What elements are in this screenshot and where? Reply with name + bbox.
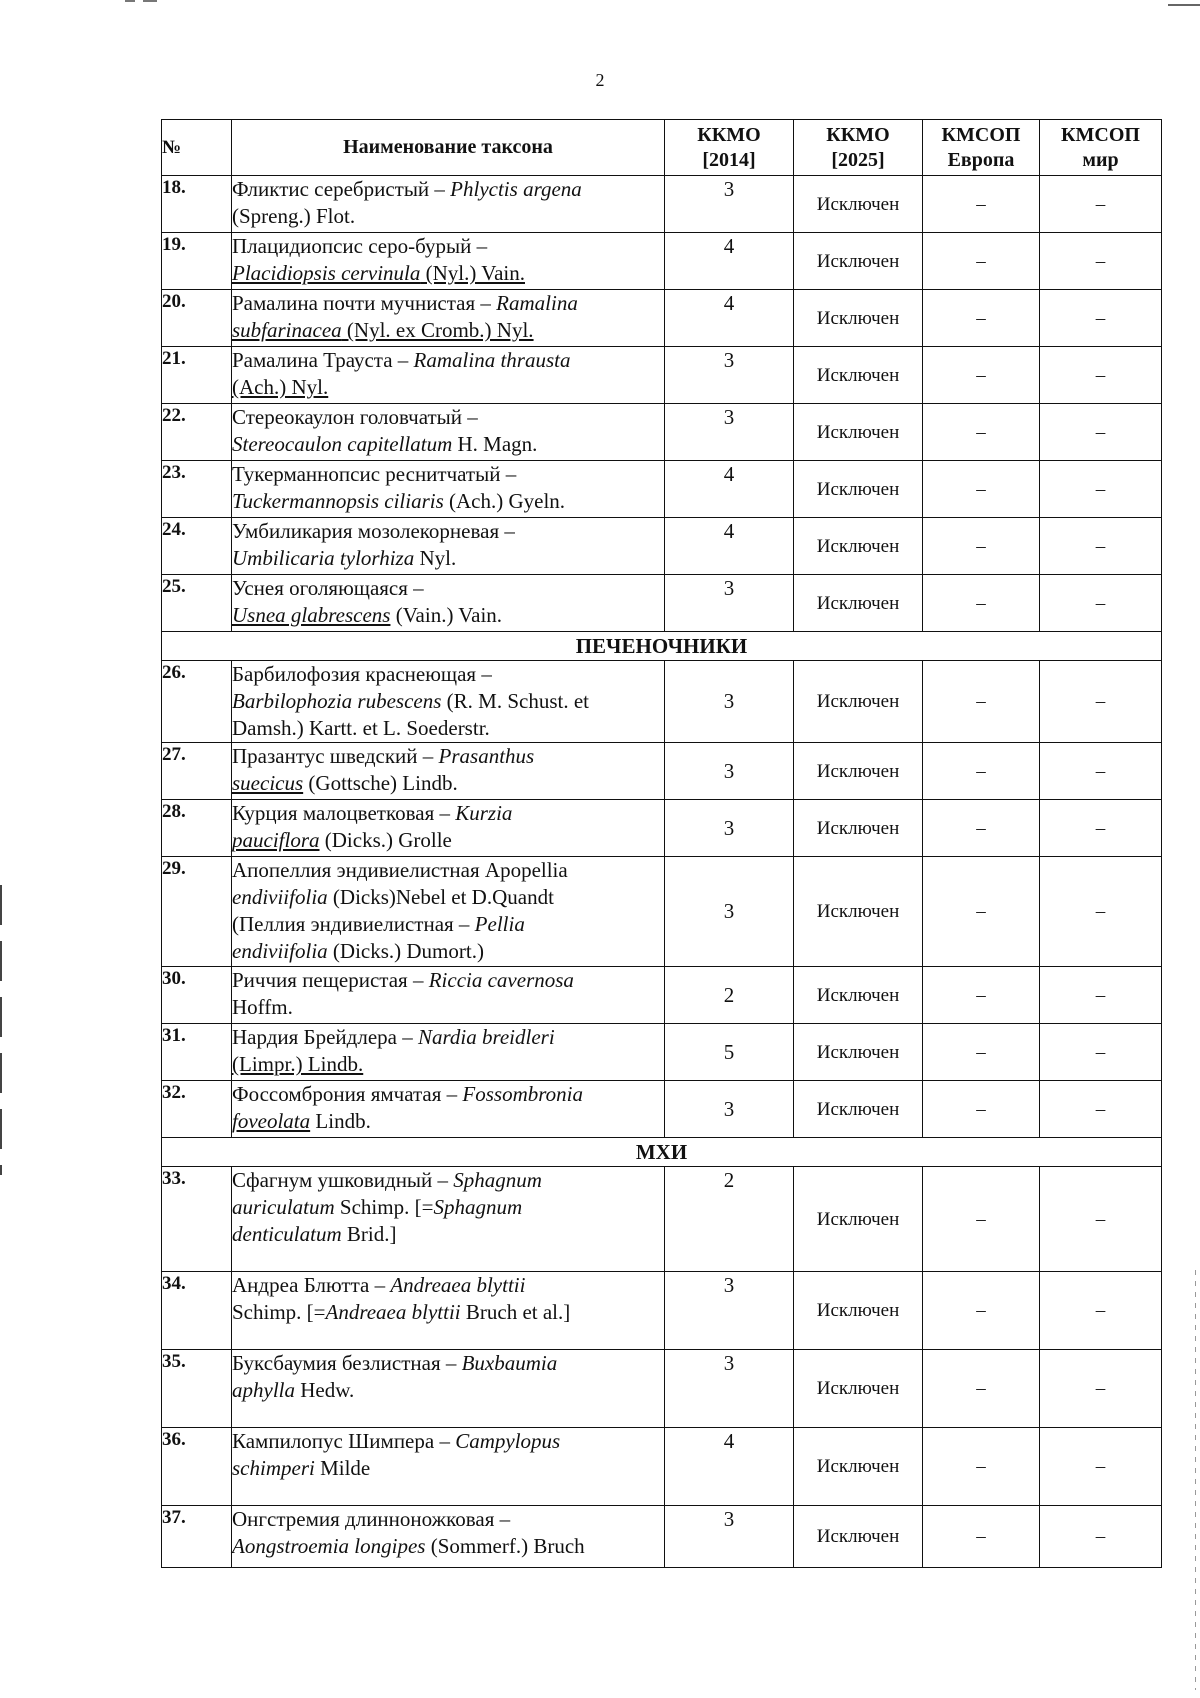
taxon-name-latin: Andreaea blyttii — [390, 1273, 526, 1297]
row-number: 28. — [162, 800, 232, 857]
kmsop-world-value: – — [1040, 1167, 1162, 1272]
taxon-name — [232, 347, 665, 404]
taxon-synonym-ru: (Пеллия эндивиелистная – — [232, 912, 475, 936]
taxon-author: (Limpr.) Lindb. — [232, 1052, 364, 1076]
kmsop-europe-value: – — [923, 461, 1040, 518]
taxon-synonym-latin: Andreaea blyttii — [325, 1300, 461, 1324]
header-kkmo-2014-title: ККМО — [697, 123, 761, 146]
taxon-author: (R. M. Schust. et — [441, 689, 589, 713]
taxon-name-latin: Umbilicaria tylorhiza — [232, 546, 415, 570]
taxon-name-latin-cont: aphylla — [232, 1378, 295, 1402]
kkmo-2025-status: Исключен — [794, 1024, 923, 1081]
kkmo-2014-category: 4 — [665, 233, 794, 290]
taxon-author: Nyl. — [414, 546, 457, 570]
kkmo-2014-category: 3 — [665, 800, 794, 857]
taxon-name — [232, 1350, 665, 1428]
taxon-name — [232, 404, 665, 461]
taxon-name — [232, 290, 665, 347]
taxon-author: Lindb. — [310, 1109, 371, 1133]
header-kmsop-world — [1040, 120, 1162, 176]
row-number: 19. — [162, 233, 232, 290]
taxon-author: (Vain.) Vain. — [390, 603, 503, 627]
row-number: 35. — [162, 1350, 232, 1428]
kkmo-2025-status: Исключен — [794, 743, 923, 800]
header-number: № — [162, 120, 232, 176]
table-header-row — [162, 120, 1162, 176]
taxon-name-ru: Фоссомброния ямчатая – — [232, 1082, 463, 1106]
taxon-name-ru: Онгстремия длинноножковая – — [232, 1507, 511, 1531]
taxon-name — [232, 1428, 665, 1506]
taxon-name-latin: Kurzia — [455, 801, 513, 825]
taxon-author: (Ach.) Gyeln. — [443, 489, 566, 513]
taxon-name-latin-cont: foveolata — [232, 1109, 311, 1133]
kmsop-world-value: – — [1040, 1272, 1162, 1350]
taxa-table — [161, 119, 1162, 1568]
table-row — [162, 575, 1162, 632]
kkmo-2014-category: 2 — [665, 1167, 794, 1272]
section-title-liverworts: ПЕЧЕНОЧНИКИ — [162, 632, 1162, 661]
kmsop-world-value: – — [1040, 1428, 1162, 1506]
kkmo-2025-status: Исключен — [794, 857, 923, 967]
header-kmsop-europe — [923, 120, 1040, 176]
row-number: 36. — [162, 1428, 232, 1506]
taxon-name-ru: Фликтис серебристый – — [232, 177, 451, 201]
kkmo-2025-status: Исключен — [794, 1081, 923, 1138]
scan-artifact-right-edge — [1195, 1270, 1196, 1690]
taxon-name — [232, 967, 665, 1024]
taxon-author: Schimp. [= — [232, 1300, 326, 1324]
taxon-name — [232, 800, 665, 857]
taxon-name-ru: Рамалина почти мучнистая – — [232, 291, 497, 315]
taxon-name-ru: Рамалина Трауста – — [232, 348, 414, 372]
kmsop-europe-value: – — [923, 1428, 1040, 1506]
taxon-synonym-latin: Sphagnum — [433, 1195, 523, 1219]
table-row — [162, 857, 1162, 967]
taxon-name-latin: Sphagnum — [453, 1168, 542, 1192]
kmsop-world-value: – — [1040, 1024, 1162, 1081]
row-number: 25. — [162, 575, 232, 632]
header-kmsop-europe-title: КМСОП — [941, 123, 1021, 146]
kmsop-world-value: – — [1040, 461, 1162, 518]
kkmo-2014-category: 3 — [665, 661, 794, 743]
kkmo-2014-category: 5 — [665, 1024, 794, 1081]
header-kkmo-2025-year: [2025] — [831, 148, 885, 171]
kkmo-2014-category: 3 — [665, 857, 794, 967]
kmsop-world-value: – — [1040, 661, 1162, 743]
taxon-name — [232, 575, 665, 632]
kkmo-2014-category: 3 — [665, 743, 794, 800]
row-number: 21. — [162, 347, 232, 404]
row-number: 29. — [162, 857, 232, 967]
taxon-name-ru: Апопеллия эндивиелистная Apopellia — [232, 858, 568, 882]
kmsop-world-value: – — [1040, 967, 1162, 1024]
taxon-name — [232, 461, 665, 518]
taxon-name-latin: Aongstroemia longipes — [232, 1534, 426, 1558]
kmsop-europe-value: – — [923, 661, 1040, 743]
taxon-name-ru: Нардия Брейдлера – — [232, 1025, 418, 1049]
kkmo-2025-status: Исключен — [794, 233, 923, 290]
kmsop-world-value: – — [1040, 233, 1162, 290]
kkmo-2014-category: 3 — [665, 575, 794, 632]
kkmo-2014-category: 3 — [665, 1506, 794, 1568]
taxon-name-latin: Barbilophozia rubescens — [232, 689, 442, 713]
kkmo-2014-category: 3 — [665, 347, 794, 404]
kkmo-2014-category: 4 — [665, 1428, 794, 1506]
kmsop-europe-value: – — [923, 404, 1040, 461]
kkmo-2014-category: 2 — [665, 967, 794, 1024]
taxon-author: (Nyl. ex Cromb.) Nyl. — [341, 318, 534, 342]
taxon-name-ru: Умбиликария мозолекорневая – — [232, 519, 515, 543]
table-row — [162, 233, 1162, 290]
kkmo-2014-category: 3 — [665, 1081, 794, 1138]
taxon-name-ru: Кампилопус Шимпера – — [232, 1429, 456, 1453]
taxon-author: (Dicks)Nebel et D.Quandt — [327, 885, 554, 909]
taxon-name-ru: Стереокаулон головчатый – — [232, 405, 478, 429]
kmsop-world-value: – — [1040, 1081, 1162, 1138]
taxon-name — [232, 743, 665, 800]
taxon-name-latin: Placidiopsis cervinula — [232, 261, 421, 285]
taxon-name-ru: Андреа Блютта – — [232, 1273, 391, 1297]
kmsop-europe-value: – — [923, 967, 1040, 1024]
header-kkmo-2025-title: ККМО — [826, 123, 890, 146]
taxon-name-latin: endiviifolia — [232, 885, 328, 909]
kkmo-2025-status: Исключен — [794, 347, 923, 404]
row-number: 33. — [162, 1167, 232, 1272]
kkmo-2025-status: Исключен — [794, 1167, 923, 1272]
table-row — [162, 1350, 1162, 1428]
kkmo-2025-status: Исключен — [794, 1506, 923, 1568]
taxon-name — [232, 176, 665, 233]
table-row — [162, 1428, 1162, 1506]
kkmo-2025-status: Исключен — [794, 1272, 923, 1350]
row-number: 32. — [162, 1081, 232, 1138]
table-row — [162, 967, 1162, 1024]
taxon-name-latin: Tuckermannopsis ciliaris — [232, 489, 444, 513]
taxon-name-latin: Campylopus — [455, 1429, 561, 1453]
taxon-name — [232, 1272, 665, 1350]
taxon-name — [232, 1167, 665, 1272]
taxon-author: Hoffm. — [232, 995, 293, 1019]
taxon-name-ru: Уснея оголяющаяся – — [232, 576, 424, 600]
taxon-name-ru: Риччия пещеристая – — [232, 968, 429, 992]
kkmo-2014-category: 4 — [665, 461, 794, 518]
taxon-author: (Gottsche) Lindb. — [303, 771, 458, 795]
row-number: 37. — [162, 1506, 232, 1568]
table-row — [162, 1167, 1162, 1272]
taxon-synonym-latin-cont: denticulatum — [232, 1222, 342, 1246]
taxon-synonym-latin: Pellia — [474, 912, 525, 936]
taxon-name-latin-cont: pauciflora — [232, 828, 320, 852]
kmsop-europe-value: – — [923, 1167, 1040, 1272]
taxon-name-latin: Usnea glabrescens — [232, 603, 391, 627]
kmsop-europe-value: – — [923, 1081, 1040, 1138]
taxon-author: (Spreng.) Flot. — [232, 204, 356, 228]
kmsop-world-value: – — [1040, 1506, 1162, 1568]
kkmo-2025-status: Исключен — [794, 1428, 923, 1506]
taxon-name-ru: Празантус шведский – — [232, 744, 439, 768]
row-number: 27. — [162, 743, 232, 800]
header-kmsop-europe-scope: Европа — [947, 148, 1015, 171]
taxon-name-ru: Сфагнум ушковидный – — [232, 1168, 454, 1192]
taxon-name-ru: Плацидиопсис серо-бурый – — [232, 234, 488, 258]
taxon-name — [232, 857, 665, 967]
scan-artifact-left-edge — [0, 885, 2, 1175]
taxon-author: (Dicks.) Grolle — [319, 828, 452, 852]
table-row — [162, 404, 1162, 461]
kmsop-europe-value: – — [923, 1350, 1040, 1428]
page-number: 2 — [595, 70, 605, 90]
taxon-name — [232, 233, 665, 290]
table-row — [162, 1081, 1162, 1138]
header-taxon-name: Наименование таксона — [232, 120, 665, 176]
taxon-name-ru: Буксбаумия безлистная – — [232, 1351, 462, 1375]
taxon-name-latin: Prasanthus — [438, 744, 535, 768]
scan-artifact-top-left — [125, 0, 175, 3]
taxon-name-latin-cont: auriculatum — [232, 1195, 335, 1219]
table-row — [162, 1272, 1162, 1350]
taxon-name-latin: Phlyctis argena — [450, 177, 582, 201]
kmsop-world-value: – — [1040, 1350, 1162, 1428]
kmsop-europe-value: – — [923, 575, 1040, 632]
taxon-name — [232, 661, 665, 743]
kmsop-europe-value: – — [923, 1272, 1040, 1350]
taxon-synonym-author: Brid.] — [341, 1222, 397, 1246]
taxon-name-ru: Тукерманнопсис реснитчатый – — [232, 462, 517, 486]
kkmo-2025-status: Исключен — [794, 461, 923, 518]
taxon-name-latin: Buxbaumia — [461, 1351, 558, 1375]
section-title-mosses: МХИ — [162, 1138, 1162, 1167]
table-row — [162, 518, 1162, 575]
row-number: 24. — [162, 518, 232, 575]
kmsop-europe-value: – — [923, 857, 1040, 967]
header-kmsop-world-scope: мир — [1082, 148, 1119, 171]
kmsop-europe-value: – — [923, 1506, 1040, 1568]
taxon-synonym-author: (Dicks.) Dumort.) — [327, 939, 484, 963]
table-row — [162, 1506, 1162, 1568]
kmsop-europe-value: – — [923, 176, 1040, 233]
section-row-liverworts — [162, 632, 1162, 661]
kkmo-2025-status: Исключен — [794, 967, 923, 1024]
kkmo-2014-category: 3 — [665, 1350, 794, 1428]
kkmo-2025-status: Исключен — [794, 661, 923, 743]
row-number: 26. — [162, 661, 232, 743]
kkmo-2025-status: Исключен — [794, 404, 923, 461]
kmsop-world-value: – — [1040, 743, 1162, 800]
kmsop-world-value: – — [1040, 575, 1162, 632]
kkmo-2025-status: Исключен — [794, 800, 923, 857]
kkmo-2025-status: Исключен — [794, 518, 923, 575]
kkmo-2014-category: 3 — [665, 1272, 794, 1350]
kmsop-world-value: – — [1040, 404, 1162, 461]
kmsop-europe-value: – — [923, 233, 1040, 290]
table-row — [162, 661, 1162, 743]
kmsop-europe-value: – — [923, 800, 1040, 857]
taxon-name-latin: Ramalina thrausta — [413, 348, 571, 372]
taxon-name — [232, 1024, 665, 1081]
kmsop-europe-value: – — [923, 743, 1040, 800]
table-row — [162, 461, 1162, 518]
taxon-name-latin-cont: suecicus — [232, 771, 304, 795]
kkmo-2014-category: 4 — [665, 290, 794, 347]
kmsop-world-value: – — [1040, 518, 1162, 575]
taxon-name-latin: Ramalina — [496, 291, 578, 315]
kkmo-2014-category: 4 — [665, 518, 794, 575]
taxon-name-ru: Барбилофозия краснеющая – — [232, 662, 492, 686]
taxon-name-latin-cont: schimperi — [232, 1456, 315, 1480]
taxon-author: H. Magn. — [452, 432, 538, 456]
kkmo-2025-status: Исключен — [794, 575, 923, 632]
taxon-name-latin: Fossombronia — [462, 1082, 583, 1106]
taxon-name — [232, 1081, 665, 1138]
taxon-name — [232, 518, 665, 575]
taxon-author: Hedw. — [295, 1378, 355, 1402]
row-number: 30. — [162, 967, 232, 1024]
kmsop-europe-value: – — [923, 1024, 1040, 1081]
kkmo-2025-status: Исключен — [794, 290, 923, 347]
taxon-author: Milde — [314, 1456, 371, 1480]
taxon-author: (Ach.) Nyl. — [232, 375, 329, 399]
taxon-name-latin: Riccia cavernosa — [428, 968, 574, 992]
kkmo-2014-category: 3 — [665, 176, 794, 233]
table-row — [162, 176, 1162, 233]
header-kkmo-2014 — [665, 120, 794, 176]
kkmo-2025-status: Исключен — [794, 1350, 923, 1428]
table-row — [162, 743, 1162, 800]
kmsop-world-value: – — [1040, 857, 1162, 967]
section-row-mosses — [162, 1138, 1162, 1167]
taxon-name-latin: Stereocaulon capitellatum — [232, 432, 453, 456]
kmsop-europe-value: – — [923, 290, 1040, 347]
taxon-name-ru: Курция малоцветковая – — [232, 801, 456, 825]
taxon-name-latin-cont: subfarinacea — [232, 318, 342, 342]
kkmo-2014-category: 3 — [665, 404, 794, 461]
row-number: 31. — [162, 1024, 232, 1081]
row-number: 20. — [162, 290, 232, 347]
kmsop-europe-value: – — [923, 347, 1040, 404]
header-kmsop-world-title: КМСОП — [1061, 123, 1140, 146]
row-number: 34. — [162, 1272, 232, 1350]
header-kkmo-2014-year: [2014] — [702, 148, 756, 171]
taxon-synonym-latin-cont: endiviifolia — [232, 939, 328, 963]
table-row — [162, 800, 1162, 857]
row-number: 22. — [162, 404, 232, 461]
scan-artifact-top-right — [1168, 4, 1200, 6]
kmsop-europe-value: – — [923, 518, 1040, 575]
kmsop-world-value: – — [1040, 800, 1162, 857]
taxon-author: (Nyl.) Vain. — [420, 261, 525, 285]
taxon-name — [232, 1506, 665, 1568]
taxon-author-cont: Damsh.) Kartt. et L. Soederstr. — [232, 716, 490, 740]
kmsop-world-value: – — [1040, 290, 1162, 347]
kmsop-world-value: – — [1040, 347, 1162, 404]
table-row — [162, 290, 1162, 347]
header-kkmo-2025 — [794, 120, 923, 176]
table-row — [162, 1024, 1162, 1081]
taxon-synonym-author: Bruch et al.] — [460, 1300, 571, 1324]
table-row — [162, 347, 1162, 404]
row-number: 18. — [162, 176, 232, 233]
kmsop-world-value: – — [1040, 176, 1162, 233]
row-number: 23. — [162, 461, 232, 518]
taxon-name-latin: Nardia breidleri — [417, 1025, 555, 1049]
taxon-author: (Sommerf.) Bruch — [425, 1534, 585, 1558]
taxon-author: Schimp. [= — [334, 1195, 434, 1219]
kkmo-2025-status: Исключен — [794, 176, 923, 233]
